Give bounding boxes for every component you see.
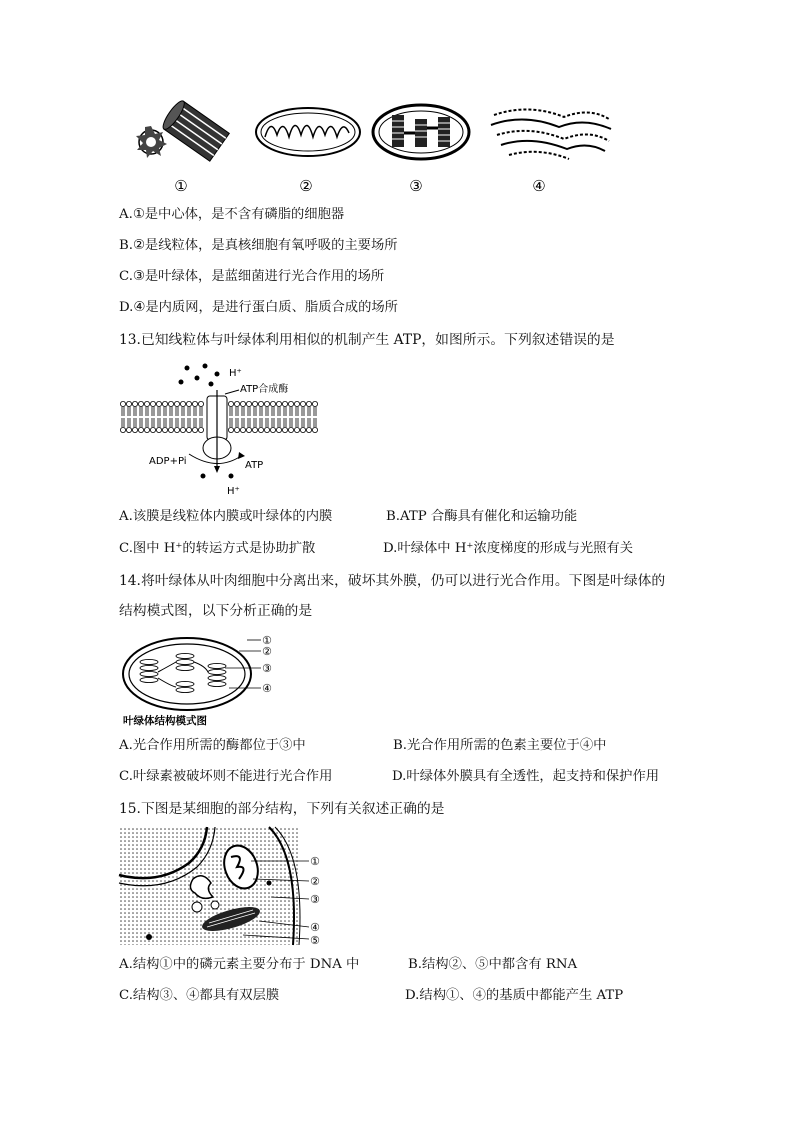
q13-atp-synthase-figure xyxy=(119,360,319,500)
q15-label-3: ③ xyxy=(310,893,320,906)
q14-chloroplast-figure xyxy=(119,632,279,732)
q13-option-d: D.叶绿体中 H⁺浓度梯度的形成与光照有关 xyxy=(383,541,634,556)
h-plus-top: H⁺ xyxy=(229,368,242,379)
q12-option-d: D.④是内质网，是进行蛋白质、脂质合成的场所 xyxy=(119,300,398,315)
mitochondrion-drawing xyxy=(256,108,360,156)
q12-label-3: ③ xyxy=(409,177,423,195)
q15-cell-structure-figure xyxy=(119,827,329,947)
q13-option-b: B.ATP 合酶具有催化和运输功能 xyxy=(386,509,578,524)
q13-option-a: A.该膜是线粒体内膜或叶绿体的内膜 xyxy=(119,509,333,524)
q12-organelles-figure xyxy=(119,95,619,195)
atp-synthase-label: ATP合成酶 xyxy=(240,384,289,395)
q12-option-b: B.②是线粒体，是真核细胞有氧呼吸的主要场所 xyxy=(119,238,398,253)
q12-option-c: C.③是叶绿体，是蓝细菌进行光合作用的场所 xyxy=(119,269,385,284)
q12-label-4: ④ xyxy=(532,177,546,195)
q13-title: 13.已知线粒体与叶绿体利用相似的机制产生 ATP，如图所示。下列叙述错误的是 xyxy=(119,332,615,348)
atp-label: ATP xyxy=(245,460,264,471)
q15-option-d: D.结构①、④的基质中都能产生 ATP xyxy=(405,988,624,1003)
q14-label-2: ② xyxy=(262,645,272,658)
q14-option-b: B.光合作用所需的色素主要位于④中 xyxy=(393,738,607,753)
q15-option-b: B.结构②、⑤中都含有 RNA xyxy=(408,957,578,972)
q15-title: 15.下图是某细胞的部分结构，下列有关叙述正确的是 xyxy=(119,801,445,817)
q15-option-a: A.结构①中的磷元素主要分布于 DNA 中 xyxy=(119,957,360,972)
q14-figure-caption: 叶绿体结构模式图 xyxy=(123,715,207,727)
centriole-drawing xyxy=(136,98,229,161)
q12-option-a: A.①是中心体，是不含有磷脂的细胞器 xyxy=(119,207,345,222)
q14-option-a: A.光合作用所需的酶都位于③中 xyxy=(119,738,306,753)
q14-label-3: ③ xyxy=(262,662,272,675)
q15-option-c: C.结构③、④都具有双层膜 xyxy=(119,988,280,1003)
q15-label-1: ① xyxy=(310,855,320,868)
q15-label-2: ② xyxy=(310,875,320,888)
q14-title-line1: 14.将叶绿体从叶肉细胞中分离出来，破坏其外膜，仍可以进行光合作用。下图是叶绿体的 xyxy=(119,573,666,589)
endoplasmic-reticulum-drawing xyxy=(491,109,611,159)
q15-label-4: ④ xyxy=(310,921,320,934)
q14-title-line2: 结构模式图，以下分析正确的是 xyxy=(119,603,313,619)
q14-label-4: ④ xyxy=(262,682,272,695)
h-plus-bottom: H⁺ xyxy=(227,486,240,497)
q12-label-1: ① xyxy=(174,177,188,195)
q13-option-c: C.图中 H⁺的转运方式是协助扩散 xyxy=(119,541,316,556)
adp-pi-label: ADP+Pi xyxy=(149,456,187,467)
chloroplast-drawing xyxy=(373,105,469,159)
q14-label-1: ① xyxy=(262,634,272,647)
q15-label-5: ⑤ xyxy=(310,934,320,947)
q14-option-d: D.叶绿体外膜具有全透性，起支持和保护作用 xyxy=(392,769,660,784)
q14-option-c: C.叶绿素被破坏则不能进行光合作用 xyxy=(119,769,333,784)
q12-label-2: ② xyxy=(299,177,313,195)
